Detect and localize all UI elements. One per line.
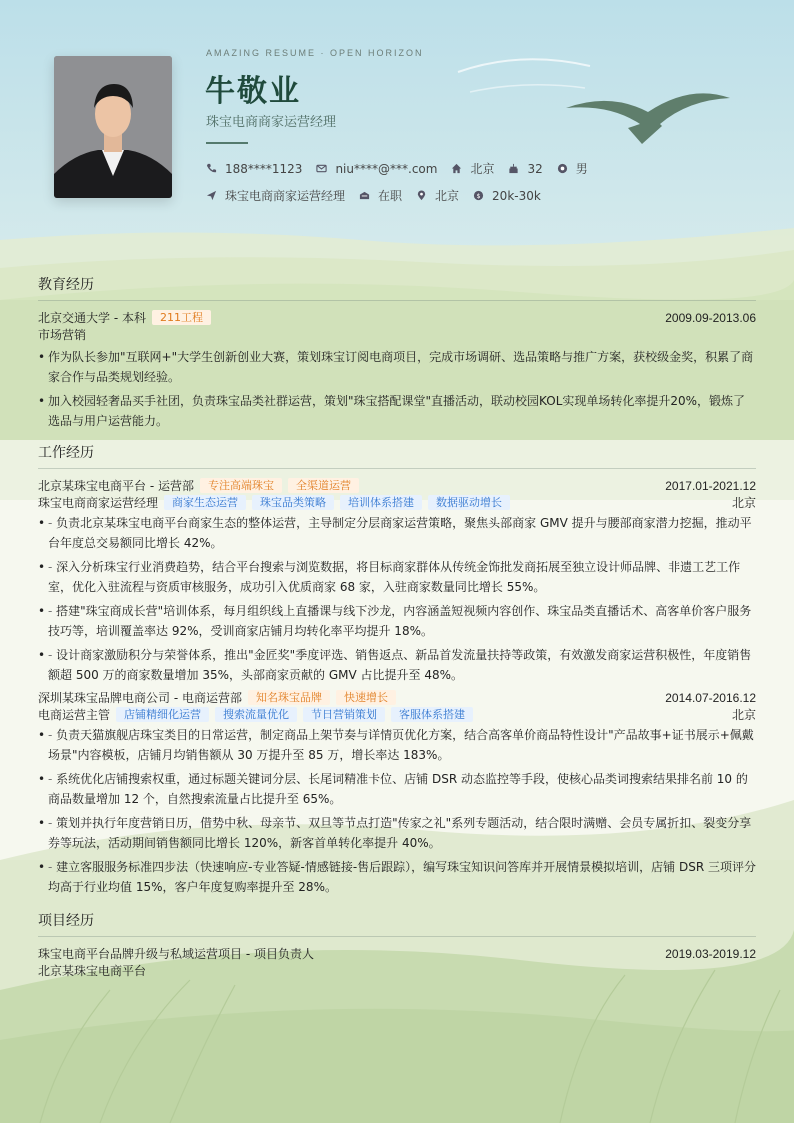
job-company: 北京某珠宝电商平台 - 运营部	[38, 479, 194, 493]
job-company: 深圳某珠宝品牌电商公司 - 电商运营部	[38, 691, 242, 705]
role-tag: 搜索流量优化	[215, 707, 297, 722]
education-major-row	[38, 326, 756, 343]
list-item: • - 搭建"珠宝商成长营"培训体系，每月组织线上直播课与线下沙龙，内容涵盖短视频内容创作、珠宝品类直播话术、高客单价客户服务技巧等，培训覆盖率达 92%，受训商家店铺月均转化率平均提升 18%。	[38, 601, 756, 641]
age-item	[508, 162, 542, 176]
salary-item	[473, 189, 541, 203]
job-role: 珠宝电商商家运营经理	[38, 496, 159, 510]
mail-icon	[316, 163, 327, 174]
email-item	[316, 162, 437, 176]
project-date: 2019.03-2019.12	[665, 946, 756, 961]
gender-text: 男	[575, 162, 588, 176]
education-title: 教育经历	[38, 274, 756, 301]
job-date: 2014.07-2016.12	[665, 690, 756, 705]
work-section	[38, 442, 756, 901]
cake-icon	[508, 163, 519, 174]
age-text: 32	[527, 161, 543, 176]
home-item	[451, 160, 494, 177]
home-text: 北京	[470, 162, 495, 176]
candidate-name: 牛敬业	[205, 74, 301, 109]
role-tag: 数据驱动增长	[428, 495, 510, 510]
gender-item	[557, 160, 588, 177]
job-role-row	[38, 706, 756, 723]
role-tag: 商家生态运营	[164, 495, 246, 510]
job-head	[38, 689, 756, 706]
list-item: • - 负责天猫旗舰店珠宝类目的日常运营，制定商品上架节奏与详情页优化方案，结合高客单价商品特性设计"产品故事+证书展示+佩戴场景"内容模板，店铺月均销售额从 30 万提升至 85 万，增长率达 183%。	[38, 725, 756, 765]
project-org-row	[38, 962, 756, 979]
list-item: • - 建立客服服务标准四步法（快速响应-专业答疑-情感链接-售后跟踪），编写珠宝知识问答库并开展情景模拟培训，店铺 DSR 三项评分均高于行业均值 15%，客户年度复购率提升至 28%。	[38, 857, 756, 897]
role-tag: 珠宝品类策略	[252, 495, 334, 510]
role-tag: 店铺精细化运营	[116, 707, 209, 722]
project-org: 北京某珠宝电商平台	[38, 964, 147, 978]
projects-title: 项目经历	[38, 910, 756, 937]
job-location: 北京	[731, 708, 756, 722]
job-intent-row	[206, 187, 555, 204]
job-date: 2017.01-2021.12	[665, 478, 756, 493]
phone-item	[206, 162, 302, 176]
intent-position-item	[206, 187, 345, 204]
salary-icon	[473, 190, 484, 201]
company-tag: 全渠道运营	[288, 478, 359, 493]
job-role-row	[38, 494, 756, 511]
education-entry-head	[38, 309, 756, 326]
email-text: niu****@***.com	[335, 161, 438, 176]
job-location: 北京	[731, 496, 756, 510]
school-tag: 211工程	[152, 310, 211, 325]
status-item	[359, 187, 402, 204]
job-head	[38, 477, 756, 494]
intent-city-item	[416, 187, 459, 204]
education-date: 2009.09-2013.06	[665, 310, 756, 325]
status-icon	[359, 190, 370, 201]
gender-icon	[557, 163, 568, 174]
company-tag: 专注高端珠宝	[200, 478, 282, 493]
list-item: • 作为队长参加"互联网+"大学生创新创业大赛，策划珠宝订阅电商项目，完成市场调研、选品策略与推广方案，获校级金奖，积累了商家合作与品类规划经验。	[38, 347, 756, 387]
intent-position-text: 珠宝电商商家运营经理	[225, 189, 346, 203]
work-title: 工作经历	[38, 442, 756, 469]
send-icon	[206, 190, 217, 201]
job-entry	[38, 689, 756, 897]
role-tag: 节日营销策划	[303, 707, 385, 722]
svg-text:$: $	[476, 191, 481, 200]
list-item: • - 策划并执行年度营销日历，借势中秋、母亲节、双旦等节点打造"传家之礼"系列专题活动，结合限时满赠、会员专属折扣、裂变分享券等玩法，活动期间销售额同比增长 120%，新客首单转化率提升 40%。	[38, 813, 756, 853]
company-tag: 知名珠宝品牌	[248, 690, 330, 705]
role-tag: 培训体系搭建	[340, 495, 422, 510]
contact-row	[206, 160, 602, 177]
location-icon	[416, 190, 427, 201]
status-text: 在职	[378, 189, 403, 203]
list-item: • - 设计商家激励积分与荣誉体系，推出"金匠奖"季度评选、销售返点、新品首发流量扶持等政策，有效激发商家运营积极性，年度销售额超 500 万的商家数量增加 35%，头部商家贡献的 GMV 占比提升至 48%。	[38, 645, 756, 685]
school-name: 北京交通大学 - 本科	[38, 311, 146, 325]
resume-eyebrow: AMAZING RESUME · OPEN HORIZON	[206, 48, 424, 58]
intent-city-text: 北京	[435, 189, 460, 203]
education-major: 市场营销	[38, 328, 87, 342]
list-item: • - 系统优化店铺搜索权重，通过标题关键词分层、长尾词精准卡位、店铺 DSR 动态监控等手段，使核心品类词搜索结果排名前 10 的商品数量增加 12 个，自然搜索流量占比提升至 65%。	[38, 769, 756, 809]
job-role: 电商运营主管	[38, 708, 111, 722]
title-divider	[206, 142, 248, 144]
profile-photo	[54, 56, 172, 198]
candidate-title: 珠宝电商商家运营经理	[206, 115, 337, 130]
education-bullets	[38, 347, 756, 431]
job-bullets	[38, 725, 756, 897]
project-name: 珠宝电商平台品牌升级与私域运营项目 - 项目负责人	[38, 947, 314, 961]
list-item: • - 深入分析珠宝行业消费趋势，结合平台搜索与浏览数据，将目标商家群体从传统金饰批发商拓展至独立设计师品牌、非遗工艺工作室，优化入驻流程与资质审核服务，成功引入优质商家 68 家，入驻商家数量同比增长 55%。	[38, 557, 756, 597]
salary-text: 20k-30k	[492, 188, 541, 203]
home-icon	[451, 163, 462, 174]
list-item: • - 负责北京某珠宝电商平台商家生态的整体运营，主导制定分层商家运营策略，聚焦头部商家 GMV 提升与腰部商家潜力挖掘，推动平台年度总交易额同比增长 42%。	[38, 513, 756, 553]
project-head	[38, 945, 756, 962]
list-item: • 加入校园轻奢品买手社团，负责珠宝品类社群运营，策划"珠宝搭配课堂"直播活动，联动校园KOL实现单场转化率提升20%，锻炼了选品与用户运营能力。	[38, 391, 756, 431]
phone-icon	[206, 163, 217, 174]
projects-section	[38, 910, 756, 979]
job-bullets	[38, 513, 756, 685]
education-section	[38, 274, 756, 435]
company-tag: 快速增长	[336, 690, 396, 705]
role-tag: 客服体系搭建	[391, 707, 473, 722]
job-entry	[38, 477, 756, 685]
phone-text: 188****1123	[225, 161, 303, 176]
